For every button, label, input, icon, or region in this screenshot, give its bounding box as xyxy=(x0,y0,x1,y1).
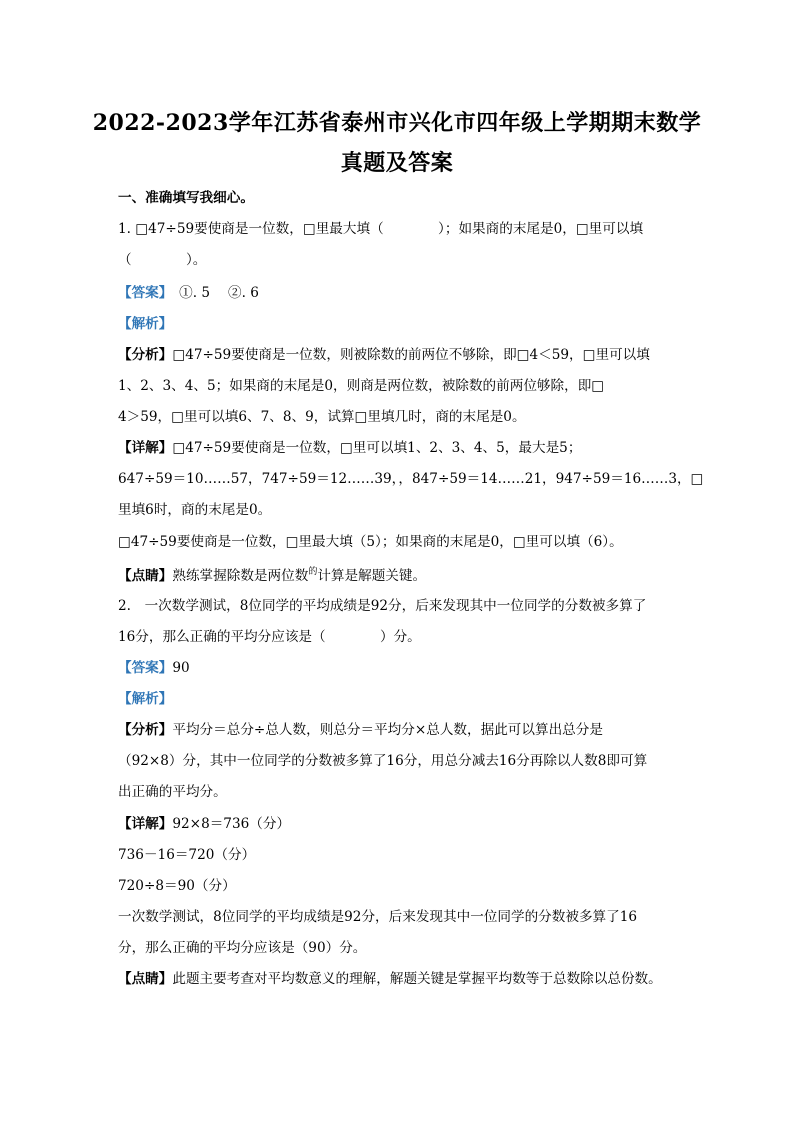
q1-answer-row xyxy=(118,281,259,301)
q1-dianjing-tag: 【点睛】 xyxy=(118,568,173,584)
q1-fenxi-line-3: 4＞59，□里可以填6、7、8、9，试算□里填几时，商的末尾是0。 xyxy=(118,409,526,425)
q2-jiexi-tag: 【解析】 xyxy=(118,691,173,707)
q2-dianjing-line xyxy=(118,967,662,987)
q1-dianjing-sup: 的 xyxy=(308,567,318,577)
q2-xiangjie-tag: 【详解】 xyxy=(118,816,173,832)
q1-dianjing-text-b: 计算是解题关键。 xyxy=(317,568,427,584)
q1-dianjing-text-a: 熟练掌握除数是两位数 xyxy=(172,568,309,584)
q1-stem-line-1: 1. □47÷59要使商是一位数，□里最大填（ ）；如果商的末尾是0，□里可以填 xyxy=(118,221,644,237)
section-heading: 一、准确填写我细心。 xyxy=(118,190,254,206)
q2-dianjing-text: 此题主要考查对平均数意义的理解，解题关键是掌握平均数等于总数除以总份数。 xyxy=(172,971,662,987)
q2-answer-row xyxy=(118,656,190,676)
q2-xiangjie-line-2: 736－16＝720（分） xyxy=(118,847,256,863)
q2-xiangjie-line-4: 一次数学测试，8位同学的平均成绩是92分，后来发现其中一位同学的分数被多算了16 xyxy=(118,909,638,925)
q2-fenxi-text-1: 平均分＝总分÷总人数，则总分＝平均分×总人数，据此可以算出总分是 xyxy=(172,722,603,738)
q2-fenxi-line-2: （92×8）分，其中一位同学的分数被多算了16分，用总分减去16分再除以人数8即可算 xyxy=(118,753,648,769)
q1-xiangjie-tag: 【详解】 xyxy=(118,440,173,456)
q2-xiangjie-line-1 xyxy=(118,812,290,832)
q2-fenxi-line-1 xyxy=(118,718,603,738)
q2-fenxi-line-3: 出正确的平均分。 xyxy=(118,784,227,800)
q2-answer-value: 90 xyxy=(172,660,190,676)
q1-xiangjie-line-3: 里填6时，商的末尾是0。 xyxy=(118,502,272,518)
q2-xiangjie-text-1: 92×8＝736（分） xyxy=(172,816,291,832)
q2-fenxi-tag: 【分析】 xyxy=(118,722,173,738)
q1-xiangjie-line-1 xyxy=(118,436,581,456)
q1-xiangjie-text-1: □47÷59要使商是一位数，□里可以填1、2、3、4、5，最大是5； xyxy=(172,440,582,456)
q1-answer-value: ①. 5 ②. 6 xyxy=(165,285,259,301)
q1-dianjing-line xyxy=(118,564,426,584)
q1-fenxi-line-2: 1、2、3、4、5；如果商的末尾是0，则商是两位数，被除数的前两位够除，即□ xyxy=(118,378,605,394)
title-line-2: 真题及答案 xyxy=(340,150,454,176)
q2-stem-line-2: 16分，那么正确的平均分应该是（ ）分。 xyxy=(118,629,421,645)
q1-jiexi-tag: 【解析】 xyxy=(118,316,173,332)
q1-fenxi-line-1 xyxy=(118,343,650,363)
q1-xiangjie-line-2: 647÷59＝10……57，747÷59＝12……39，，847÷59＝14……21，947÷59＝16……3，□ xyxy=(118,471,704,487)
q1-xiangjie-line-4: □47÷59要使商是一位数，□里最大填（5）；如果商的末尾是0，□里可以填（6）。 xyxy=(118,534,623,550)
q2-xiangjie-line-5: 分，那么正确的平均分应该是（90）分。 xyxy=(118,940,367,956)
q2-stem-line-1: 2. 一次数学测试，8位同学的平均成绩是92分，后来发现其中一位同学的分数被多算了 xyxy=(118,598,647,614)
q1-fenxi-tag: 【分析】 xyxy=(118,347,173,363)
q2-dianjing-tag: 【点睛】 xyxy=(118,971,173,987)
q2-answer-tag: 【答案】 xyxy=(118,660,173,676)
q1-answer-tag: 【答案】 xyxy=(118,285,166,301)
q1-stem-line-2: （ ）。 xyxy=(118,252,207,268)
title-line-1: 2022-2023学年江苏省泰州市兴化市四年级上学期期末数学 xyxy=(92,110,702,136)
q2-xiangjie-line-3: 720÷8＝90（分） xyxy=(118,878,236,894)
q1-fenxi-text-1: □47÷59要使商是一位数，则被除数的前两位不够除，即□4＜59，□里可以填 xyxy=(172,347,650,363)
